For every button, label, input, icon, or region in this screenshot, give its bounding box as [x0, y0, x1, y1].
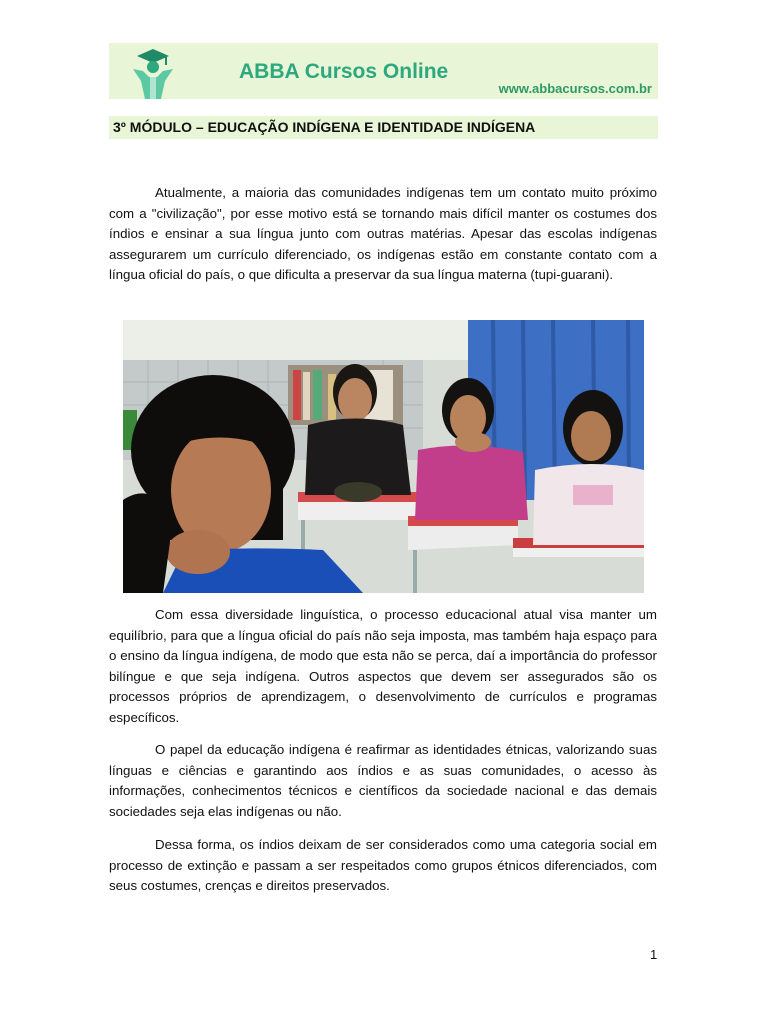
graduate-figure-icon [129, 47, 177, 99]
body-paragraph: Atualmente, a maioria das comunidades indígenas tem um contato muito próximo com a "civilização", por esse motivo está se tornando mais difícil manter os costumes dos índios e ensinar a sua língua junto com outras matérias. Apesar das escolas indígenas assegurarem um currículo diferenciado, os indígenas estão em constante contato com a língua oficial do país, o que dificulta a preservar da sua língua materna (tupi-guarani). [109, 185, 657, 282]
classroom-photo [123, 320, 644, 593]
brand-url[interactable]: www.abbacursos.com.br [498, 81, 652, 96]
module-title: 3º MÓDULO – EDUCAÇÃO INDÍGENA E IDENTIDADE INDÍGENA [109, 116, 658, 139]
body-paragraph: Dessa forma, os índios deixam de ser considerados como uma categoria social em processo de extinção e passam a ser respeitados como grupos étnicos diferenciados, com seus costumes, crenças e direitos preservados. [109, 837, 657, 893]
body-paragraph: Com essa diversidade linguística, o processo educacional atual visa manter um equilíbrio, para que a língua oficial do país não seja imposta, mas também haja espaço para o ensino da língua indígena, de modo que esta não se perca, daí a importância do professor bilíngue e que seja indígena. Outros aspectos que devem ser assegurados são os processos próprios de aprendizagem, o desenvolvimento de currículos e programas específicos. [109, 607, 657, 725]
classroom-photo-illustration [123, 320, 644, 593]
brand-title: ABBA Cursos Online [239, 60, 449, 83]
header-banner [109, 43, 658, 99]
page-number: 1 [650, 947, 658, 962]
body-paragraph: O papel da educação indígena é reafirmar as identidades étnicas, valorizando suas línguas e ciências e garantindo aos índios e as suas comunidades, o acesso às informações, conhecimentos técnicos e científicos da sociedade nacional e das demais sociedades seja elas indígenas ou não. [109, 742, 657, 819]
